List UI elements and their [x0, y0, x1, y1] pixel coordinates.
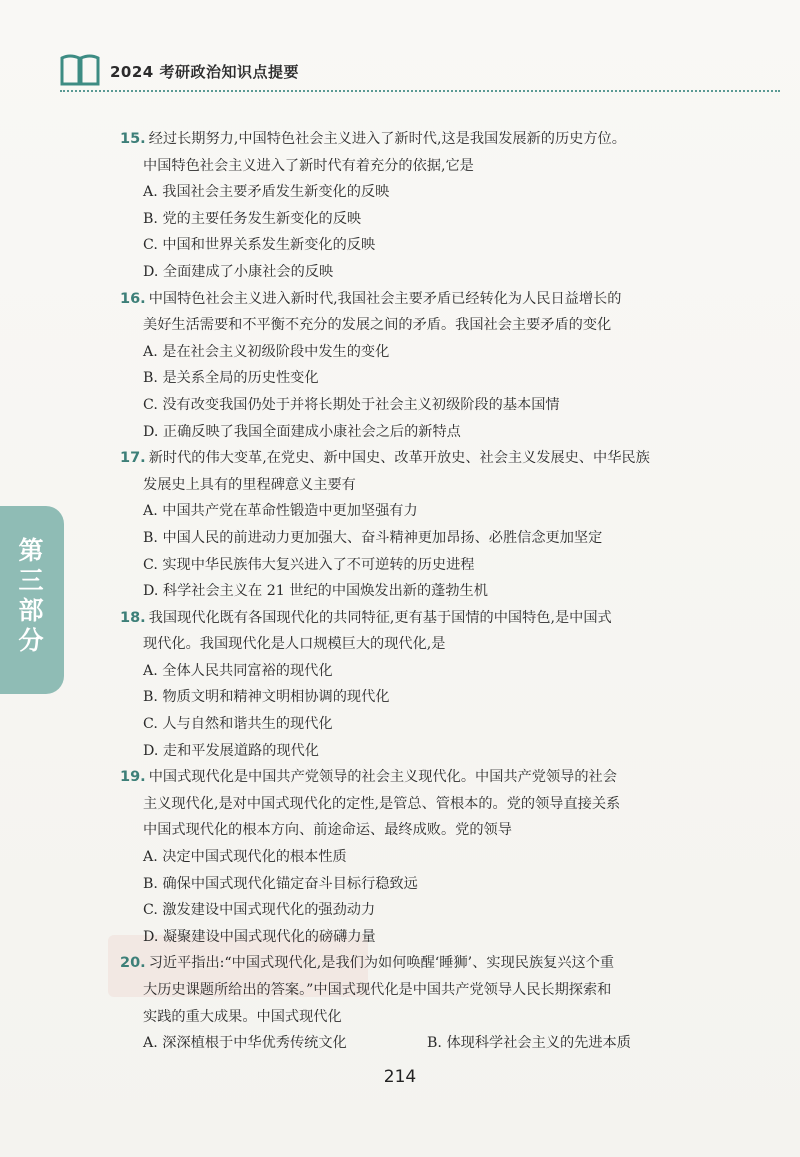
question-text: 我国现代化既有各国现代化的共同特征,更有基于国情的中国特色,是中国式 — [148, 609, 612, 626]
header-title: 2024 考研政治知识点提要 — [110, 63, 299, 81]
option-c: C. 中国和世界关系发生新变化的反映 — [143, 237, 376, 254]
page-header — [60, 52, 760, 92]
side-tab-char: 分 — [18, 626, 44, 655]
option-a: A. 决定中国式现代化的根本性质 — [143, 849, 347, 866]
side-tab-char: 第 — [18, 536, 44, 565]
question-19 — [120, 764, 725, 950]
question-18 — [120, 605, 725, 765]
question-stem-line — [120, 950, 725, 977]
option-a: A. 是在社会主义初级阶段中发生的变化 — [143, 343, 390, 360]
option-d: D. 正确反映了我国全面建成小康社会之后的新特点 — [143, 423, 461, 440]
option-a: A. 我国社会主要矛盾发生新变化的反映 — [143, 184, 390, 201]
page-number: 214 — [383, 1067, 417, 1087]
question-number: 18. — [120, 609, 146, 626]
question-16 — [120, 286, 725, 446]
question-text: 新时代的伟大变革,在党史、新中国史、改革开放史、社会主义发展史、中华民族 — [148, 450, 650, 467]
question-stem-line: 现代化。我国现代化是人口规模巨大的现代化,是 — [143, 636, 446, 653]
question-stem-line — [120, 605, 725, 632]
question-17 — [120, 445, 725, 605]
question-text: 中国式现代化是中国共产党领导的社会主义现代化。中国共产党领导的社会 — [148, 769, 617, 786]
option-b: B. 中国人民的前进动力更加强大、奋斗精神更加昂扬、必胜信念更加坚定 — [143, 529, 603, 546]
question-text: 习近平指出:“中国式现代化,是我们为如何唤醒‘睡狮’、实现民族复兴这个重 — [148, 955, 615, 972]
side-tab-char: 三 — [18, 566, 44, 595]
option-b: B. 党的主要任务发生新变化的反映 — [143, 210, 362, 227]
question-number: 20. — [120, 955, 146, 972]
option-c: C. 激发建设中国式现代化的强劲动力 — [143, 902, 376, 919]
section-side-tab-label — [14, 536, 48, 656]
option-a: A. 全体人民共同富裕的现代化 — [143, 662, 333, 679]
question-stem-line: 发展史上具有的里程碑意义主要有 — [143, 476, 356, 493]
option-c: C. 没有改变我国仍处于并将长期处于社会主义初级阶段的基本国情 — [143, 396, 560, 413]
option-d: D. 全面建成了小康社会的反映 — [143, 263, 334, 280]
question-number: 19. — [120, 769, 146, 786]
question-stem-line — [120, 764, 725, 791]
question-stem-line: 实践的重大成果。中国式现代化 — [143, 1008, 342, 1025]
question-stem-line — [120, 286, 725, 313]
option-row — [120, 1030, 725, 1057]
question-text: 经过长期努力,中国特色社会主义进入了新时代,这是我国发展新的历史方位。 — [148, 131, 626, 147]
question-stem-line: 中国式现代化的根本方向、前途命运、最终成败。党的领导 — [143, 822, 512, 839]
question-stem-line: 主义现代化,是对中国式现代化的定性,是管总、管根本的。党的领导直接关系 — [143, 795, 621, 812]
question-20 — [120, 950, 725, 1056]
question-text: 中国特色社会主义进入新时代,我国社会主要矛盾已经转化为人民日益增长的 — [148, 290, 622, 307]
question-stem-line — [120, 126, 725, 153]
question-15 — [120, 126, 725, 286]
question-number: 16. — [120, 290, 146, 307]
option-c: C. 实现中华民族伟大复兴进入了不可逆转的历史进程 — [143, 556, 475, 573]
question-stem-line: 中国特色社会主义进入了新时代有着充分的依据,它是 — [143, 157, 474, 174]
option-b: B. 物质文明和精神文明相协调的现代化 — [143, 689, 390, 706]
header-divider — [60, 90, 780, 92]
option-b: B. 确保中国式现代化锚定奋斗目标行稳致远 — [143, 875, 418, 892]
question-number: 17. — [120, 450, 146, 467]
question-stem-line: 大历史课题所给出的答案。”中国式现代化是中国共产党领导人民长期探索和 — [143, 982, 612, 998]
question-stem-line: 美好生活需要和不平衡不充分的发展之间的矛盾。我国社会主要矛盾的变化 — [143, 317, 612, 334]
side-tab-char: 部 — [18, 596, 44, 625]
question-stem-line — [120, 445, 725, 472]
open-book-icon — [60, 52, 100, 88]
option-b: B. 是关系全局的历史性变化 — [143, 370, 319, 387]
option-b: B. 体现科学社会主义的先进本质 — [427, 1035, 631, 1052]
option-d: D. 科学社会主义在 21 世纪的中国焕发出新的蓬勃生机 — [143, 583, 488, 600]
option-c: C. 人与自然和谐共生的现代化 — [143, 716, 333, 733]
option-d: D. 走和平发展道路的现代化 — [143, 742, 319, 759]
option-a: A. 深深植根于中华优秀传统文化 — [143, 1035, 347, 1052]
option-a: A. 中国共产党在革命性锻造中更加坚强有力 — [143, 503, 418, 520]
question-number: 15. — [120, 131, 146, 147]
option-d: D. 凝聚建设中国式现代化的磅礴力量 — [143, 928, 376, 945]
question-list — [120, 126, 725, 1057]
